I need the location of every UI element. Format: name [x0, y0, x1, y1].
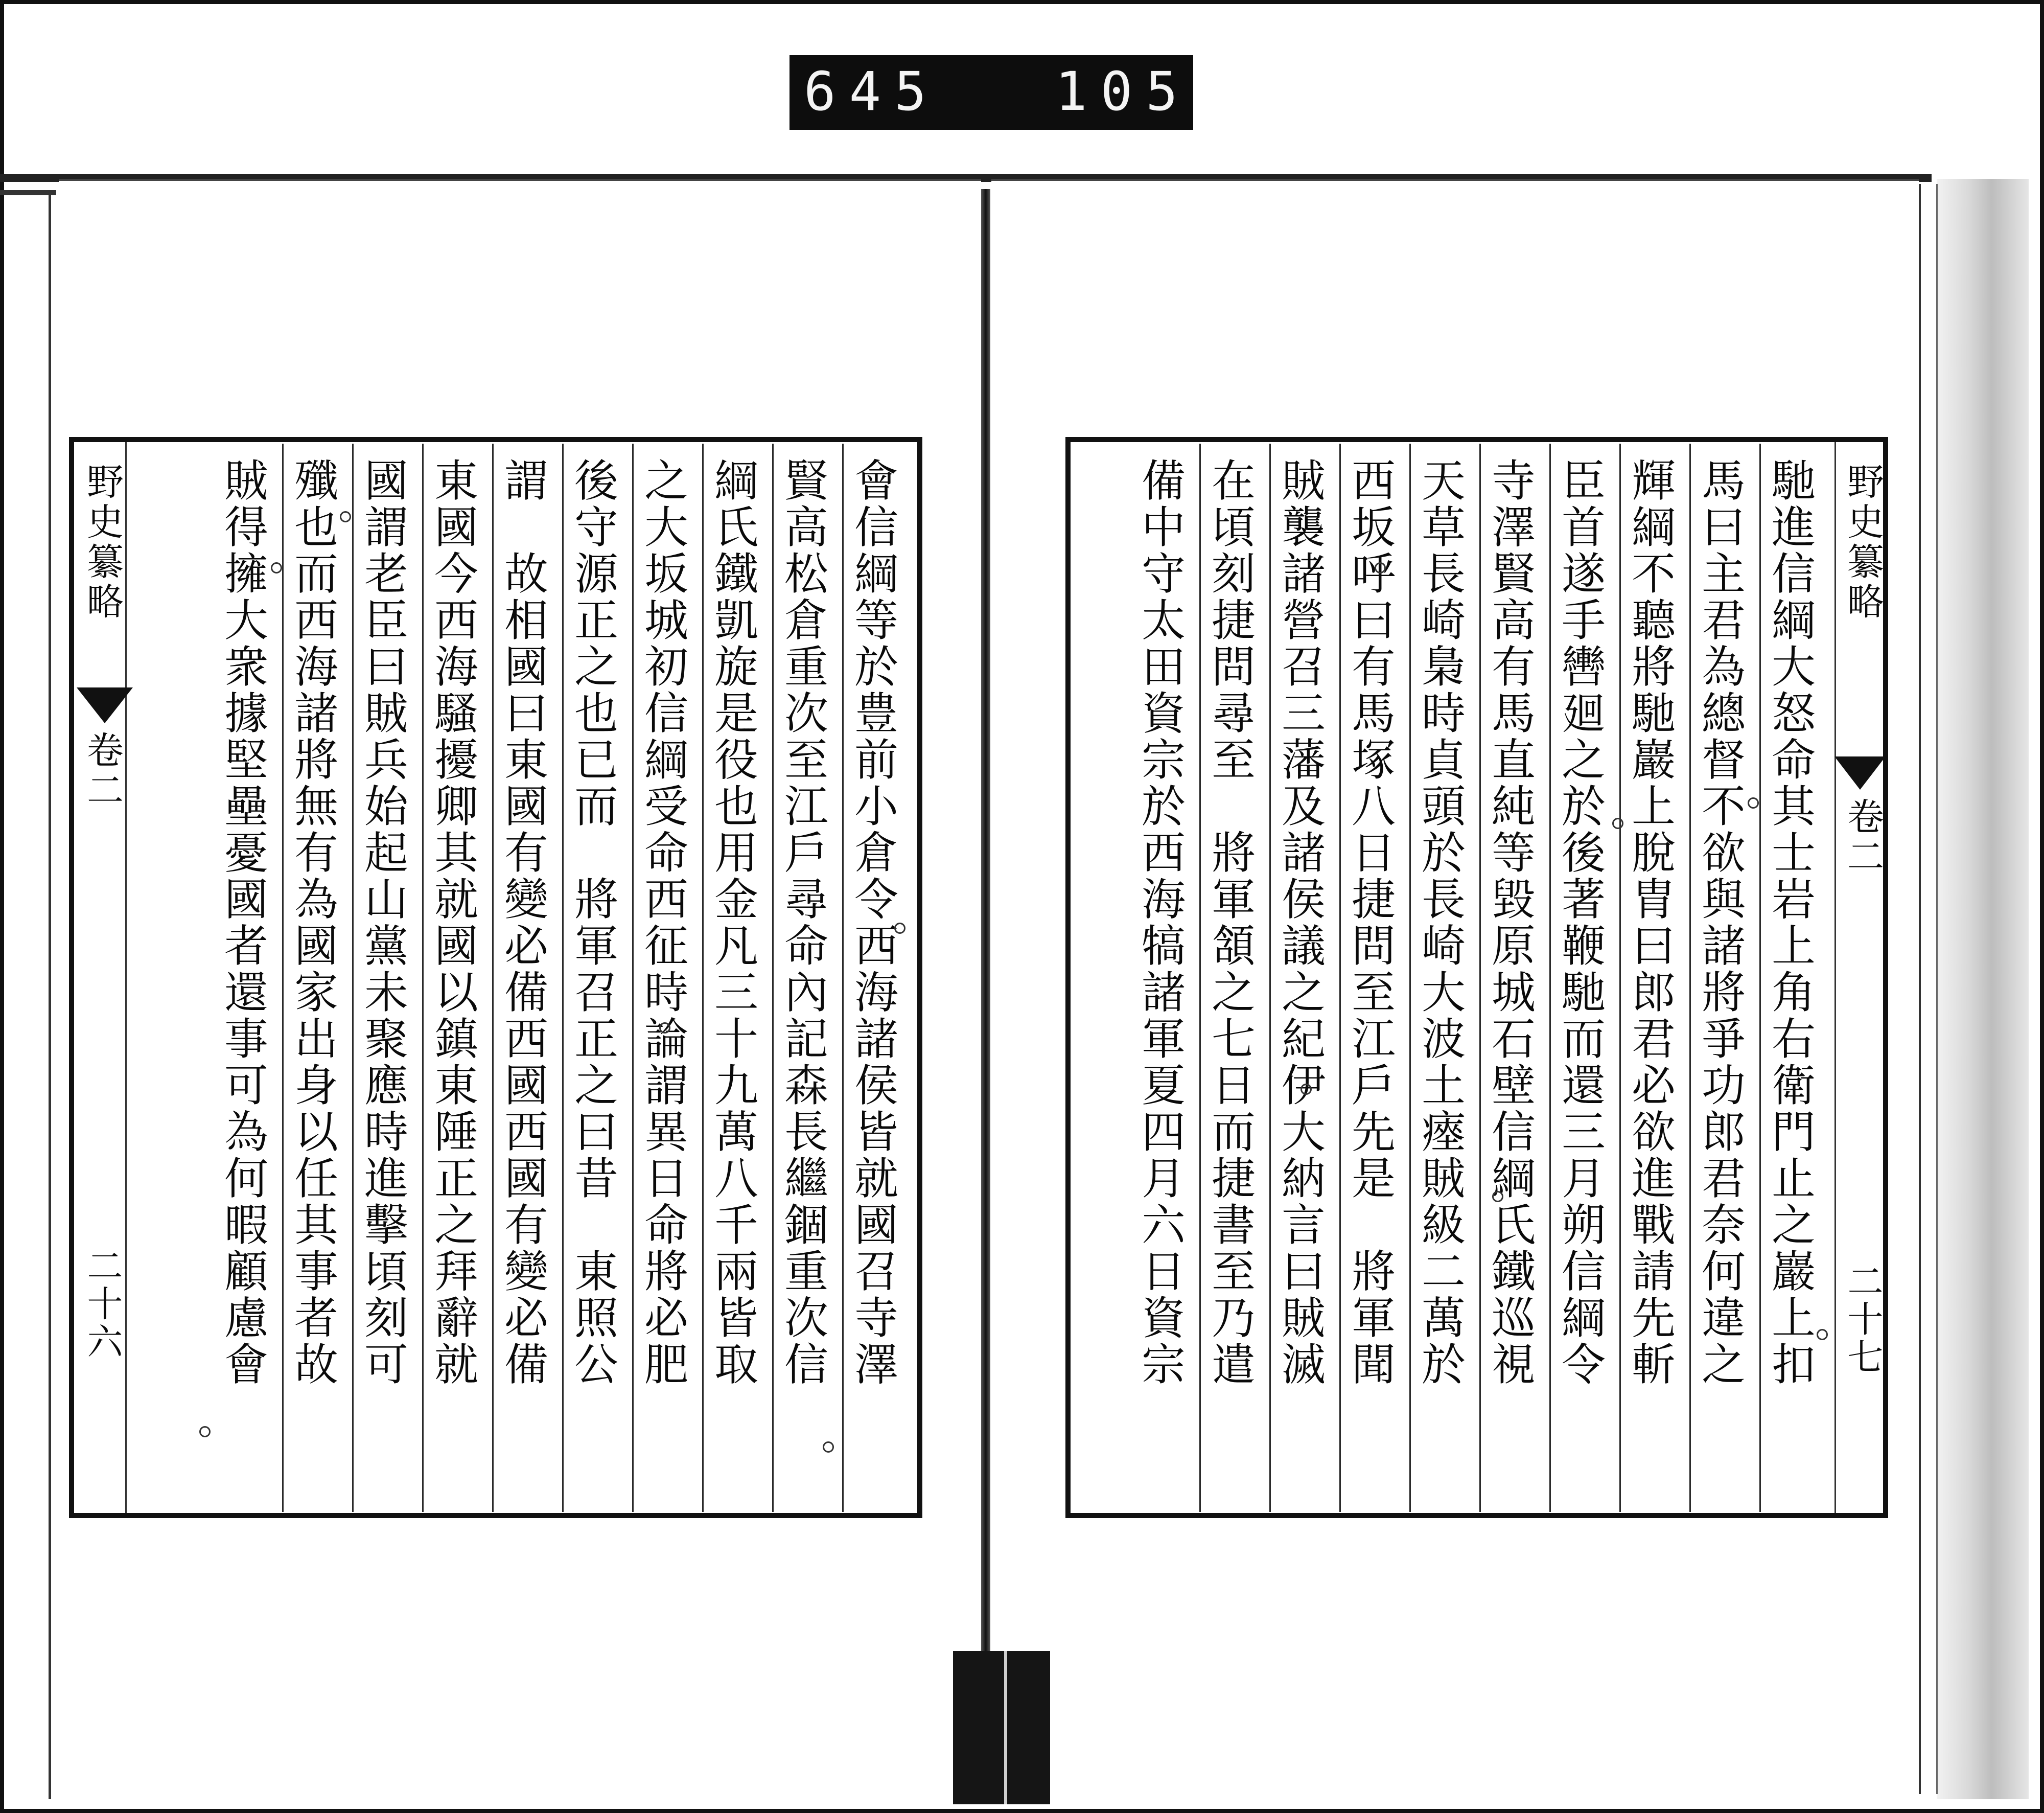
right-fishtail-mark [1834, 756, 1886, 790]
left-fishtail-mark [77, 687, 133, 723]
left-text-column: 會信綱等於豊前小倉令西海諸侯皆就國召寺澤 [847, 457, 898, 1388]
column-rule [1479, 444, 1481, 1512]
left-text-column: 賊得擁大衆據堅壘憂國者還事可為何暇顧慮會 [217, 457, 268, 1388]
column-rule [352, 444, 354, 1512]
column-rule [702, 444, 704, 1512]
column-rule [1339, 444, 1341, 1512]
archive-label-number-1: 645 [804, 60, 940, 123]
left-page-number: 二十六 [81, 1247, 123, 1361]
column-rule [632, 444, 634, 1512]
left-text-column: 綱氏鐵凱旋是役也用金凡三十九萬八千兩皆取 [707, 457, 758, 1388]
punctuation-mark [1492, 1191, 1503, 1202]
left-text-column: 之大坂城初信綱受命西征時論謂異日命將必肥 [637, 457, 688, 1388]
right-text-column: 臣首遂手轡廻之於後著鞭馳而還三月朔信綱令 [1554, 457, 1605, 1388]
column-rule [282, 444, 284, 1512]
left-text-column: 東國今西海騷擾卿其就國以鎮東陲正之拜辭就 [427, 457, 478, 1388]
book-top-edge-left [0, 190, 56, 195]
right-text-column: 西坂呼曰有馬塚八日捷問至江戶先是 將軍聞 [1344, 457, 1395, 1388]
right-text-column: 備中守太田資宗於西海犒諸軍夏四月六日資宗 [1134, 457, 1185, 1388]
right-margin-volume: 卷二 [1841, 797, 1884, 877]
right-text-column: 馬曰主君為總督不欲與諸將爭功郎君奈何違之 [1694, 457, 1745, 1388]
column-rule [772, 444, 774, 1512]
column-rule [1549, 444, 1551, 1512]
punctuation-mark [894, 923, 905, 934]
column-rule [842, 444, 844, 1512]
punctuation-mark [659, 1022, 670, 1034]
column-rule [492, 444, 494, 1512]
punctuation-mark [1300, 1084, 1312, 1095]
left-text-column: 國謂老臣曰賊兵始起山黨未聚應時進擊頃刻可 [357, 457, 408, 1388]
right-text-column: 寺澤賢高有馬直純等毀原城石壁信綱氏鐵巡視 [1484, 457, 1535, 1388]
right-text-column: 在頃刻捷問尋至 將軍頷之七日而捷書至乃遣 [1204, 457, 1255, 1388]
left-page-edge [49, 194, 61, 1799]
column-rule [1759, 444, 1761, 1512]
spine-binding-block [953, 1651, 1050, 1804]
left-margin-strip-rule [125, 442, 127, 1513]
spine-binding-gap [1004, 1651, 1007, 1804]
column-rule [422, 444, 424, 1512]
right-page-stack-shadow [1937, 179, 2029, 1799]
archive-label-number-2: 105 [1055, 60, 1191, 123]
left-text-column: 謂 故相國曰東國有變必備西國西國有變必備 [497, 457, 548, 1388]
right-page-number: 二十七 [1842, 1263, 1884, 1376]
right-margin-strip-rule [1834, 442, 1836, 1513]
right-page-edge-lines [1919, 184, 1938, 1794]
column-rule [1689, 444, 1691, 1512]
left-margin-volume: 卷二 [81, 731, 124, 811]
right-text-column: 馳進信綱大怒命其士岩上角右衛門止之巖上扣 [1764, 457, 1815, 1388]
punctuation-mark [1748, 797, 1759, 809]
punctuation-mark [1817, 1329, 1828, 1340]
column-rule [1619, 444, 1621, 1512]
book-spine [981, 189, 990, 1799]
column-rule [562, 444, 564, 1512]
archive-label [789, 55, 1193, 130]
punctuation-mark [199, 1426, 211, 1437]
column-rule [1199, 444, 1201, 1512]
right-text-column: 輝綱不聽將馳巖上脫胄曰郎君必欲進戰請先斬 [1624, 457, 1675, 1388]
right-text-column: 天草長崎梟時貞頭於長崎大波土瘞賊級二萬於 [1414, 457, 1465, 1388]
left-text-column: 後守源正之也已而 將軍召正之曰昔 東照公 [567, 457, 618, 1388]
column-rule [1269, 444, 1271, 1512]
right-margin-title: 野史纂略 [1841, 463, 1884, 622]
punctuation-mark [823, 1441, 834, 1453]
punctuation-mark [340, 511, 351, 522]
punctuation-mark [1612, 818, 1623, 829]
punctuation-mark [1375, 562, 1386, 573]
left-text-column: 賢高松倉重次至江戶尋命內記森長繼錮重次信 [777, 457, 828, 1388]
left-margin-title: 野史纂略 [81, 463, 124, 622]
right-text-column: 賊襲諸營召三藩及諸侯議之紀伊大納言曰賊滅 [1274, 457, 1325, 1388]
column-rule [1409, 444, 1411, 1512]
punctuation-mark [271, 562, 282, 573]
left-text-column: 殲也而西海諸將無有為國家出身以任其事者故 [287, 457, 338, 1388]
